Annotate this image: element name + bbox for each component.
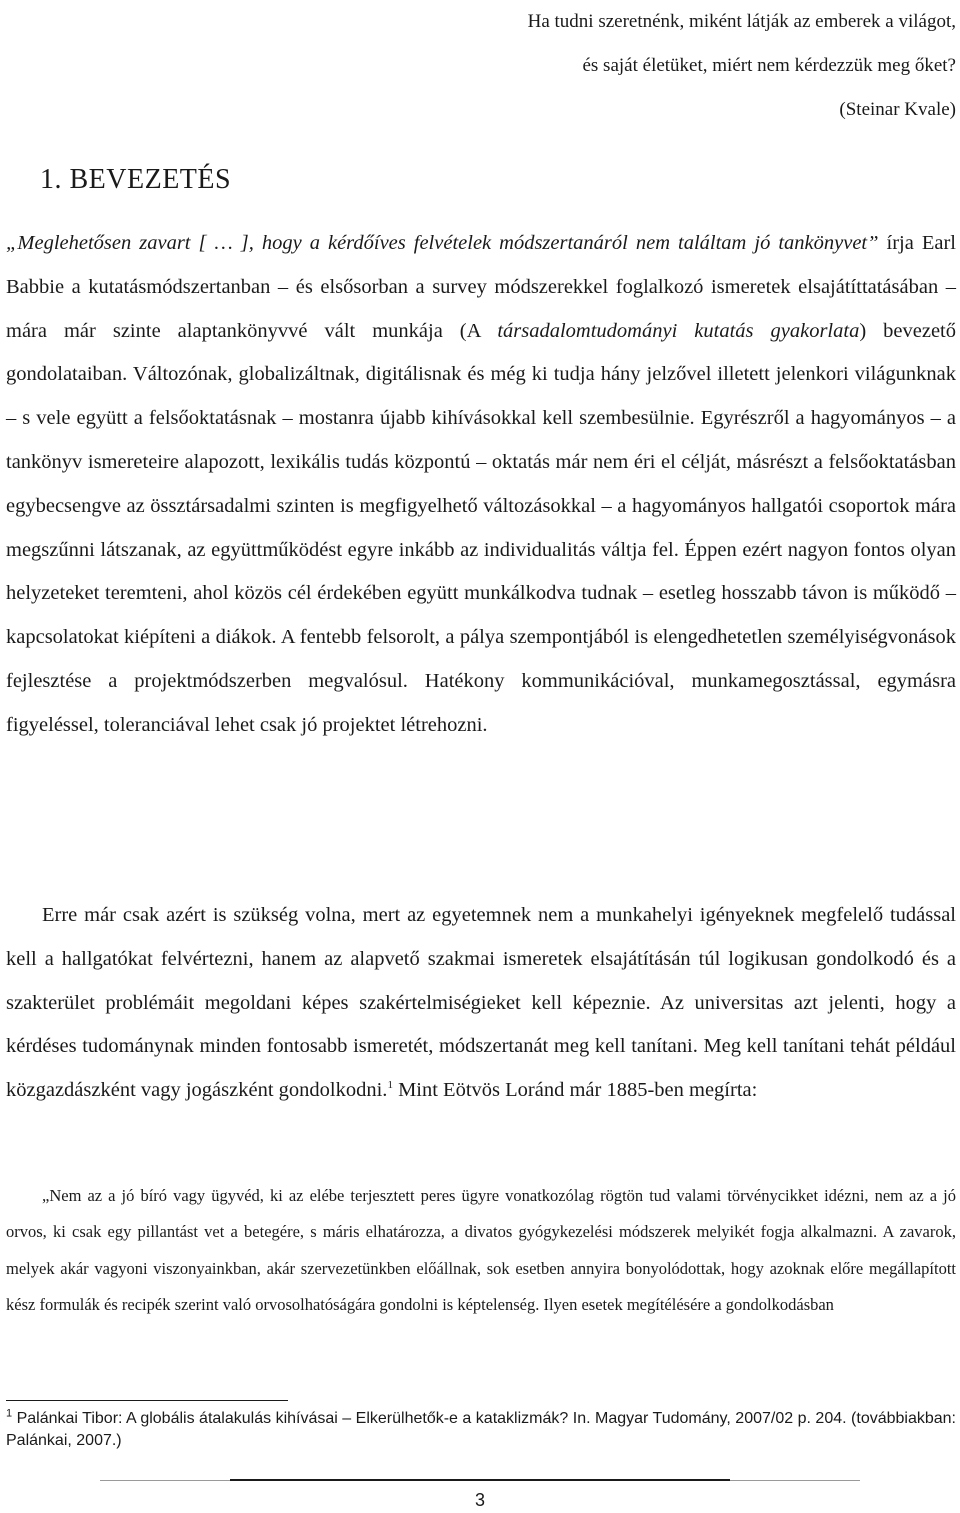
paragraph-2-text-b: Mint Eötvös Loránd már 1885-ben megírta:	[392, 1079, 758, 1102]
epigraph-line-1: Ha tudni szeretnénk, miként látják az emberek a világot,	[527, 11, 956, 32]
footnote-number: 1	[6, 1407, 13, 1420]
epigraph	[528, 0, 956, 132]
paragraph-1-text-b: ) bevezető gondolataiban. Változónak, globalizáltnak, digitálisnak és még ki tudja hány jelzővel illetett jelenkori világunknak – s vele együtt a felsőoktatásnak – mostanra újabb kihívásokkal kell szembesülnie. Egyrészről a hagyományos – a tankönyv ismereteire alapozott, lexikális tudás központú – oktatás már nem éri el célját, másrészt a felsőoktatásban egybecsengve az össztársadalmi szinten is megfigyelhető változásokkal – a hagyományos hallgatói csoportok mára megszűnni látszanak, az együttműködést egyre inkább az individualitás váltja fel. Éppen ezért nagyon fontos olyan helyzeteket teremteni, ahol közös cél érdekében együtt munkálkodva tudnak – esetleg hosszabb távon is működő – kapcsolatokat kiépíteni a diákok. A fentebb felsorolt, a pálya szempontjából is elengedhetetlen személyiségvonások fejlesztése a projektmódszerben megvalósul. Hatékony kommunikációval, munkamegosztással, egymásra figyeléssel, toleranciával lehet csak jó projektet létrehozni.	[6, 319, 957, 736]
epigraph-line-2: és saját életüket, miért nem kérdezzük meg őket?	[582, 55, 956, 76]
body-paragraph-1	[6, 222, 956, 748]
page-number: 3	[474, 1490, 485, 1510]
footnote-text: Palánkai Tibor: A globális átalakulás kihívásai – Elkerülhetők-e a kataklizmák? In. Magyar Tudomány, 2007/02 p. 204. (továbbiakban: Palánkai, 2007.)	[6, 1410, 956, 1449]
epigraph-author: (Steinar Kvale)	[839, 99, 956, 120]
book-title: társadalomtudományi kutatás gyakorlata	[497, 319, 860, 342]
body-paragraph-2	[6, 894, 956, 1113]
opening-quote: „Meglehetősen zavart [ … ], hogy a kérdőíves felvételek módszertanáról nem találtam jó tankönyvet”	[6, 232, 879, 254]
footnote-separator	[6, 1400, 288, 1401]
footnote-reference[interactable]: 1	[387, 1079, 393, 1092]
footnote	[6, 1408, 956, 1452]
footer-rule-accent	[230, 1479, 730, 1481]
paragraph-1-text-a: írja Earl Babbie a kutatásmódszertanban – és elsősorban a survey módszerekkel foglalkozó ismeretek elsajátíttatásában – mára már szinte alaptankönyvvé vált munkája (A	[6, 232, 956, 342]
section-heading: 1. BEVEZETÉS	[40, 164, 232, 195]
paragraph-2-text-a: Erre már csak azért is szükség volna, mert az egyetemnek nem a munkahelyi igényeknek megfelelő tudással kell a hallgatókat felvértezni, hanem az alapvető szakmai ismeretek elsajátításán túl logikusan gondolkodó és a szakterület problémáit megoldani képes szakértelmiségieket kell képeznie. Az universitas azt jelenti, hogy a kérdéses tudománynak minden fontosabb ismeretét, módszertanát meg kell tanítani. Meg kell tanítani tehát például közgazdászként vagy jogászként gondolkodni.	[6, 904, 956, 1102]
block-quote: „Nem az a jó bíró vagy ügyvéd, ki az elébe terjesztett peres ügyre vonatkozólag rögtön tud valami törvénycikket idézni, nem az a jó orvos, ki csak egy pillantást vet a betegére, s máris elhatározza, a divatos gyógykezelési módszerek melyikét fogja alkalmazni. A zavarok, melyek akár vagyoni viszonyainkban, akár szervezetünkben előállnak, sok esetben annyira bonyolódottak, hogy azoknak előre megállapított kész formulák és recipék szerint való orvosolhatóságára gondolni is képtelenség. Ilyen esetek megítélésére a gondolkodásban	[6, 1186, 956, 1315]
